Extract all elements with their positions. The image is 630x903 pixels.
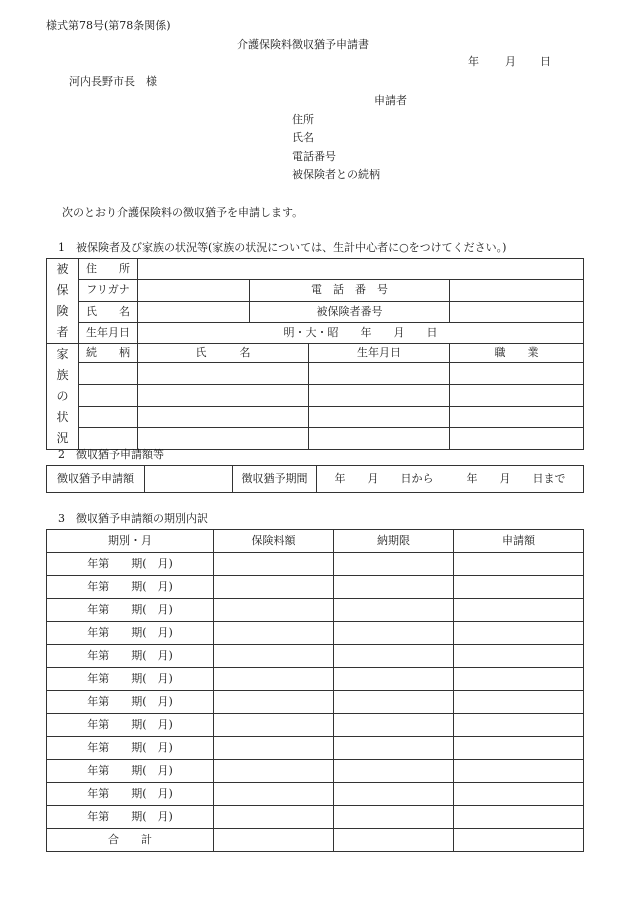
address-label: 住 所 — [79, 259, 138, 280]
requested-cell[interactable] — [454, 691, 584, 714]
due-date-cell[interactable] — [334, 806, 454, 829]
phone-field[interactable] — [450, 280, 584, 301]
premium-cell[interactable] — [214, 645, 334, 668]
family-row — [47, 363, 584, 385]
premium-cell[interactable] — [214, 599, 334, 622]
applicant-phone-label: 電話番号 — [292, 150, 336, 163]
family-birth-cell[interactable] — [309, 406, 450, 428]
applicant-name-label: 氏名 — [292, 131, 314, 144]
period-cell: 年第 期( 月) — [47, 622, 214, 645]
deferral-amount-field[interactable] — [145, 466, 233, 493]
premium-cell[interactable] — [214, 691, 334, 714]
family-relation-cell[interactable] — [79, 406, 138, 428]
breakdown-row — [47, 737, 584, 760]
breakdown-row — [47, 714, 584, 737]
premium-cell[interactable] — [214, 806, 334, 829]
period-cell: 年第 期( 月) — [47, 576, 214, 599]
family-header-occupation: 職 業 — [450, 344, 584, 363]
breakdown-row — [47, 599, 584, 622]
breakdown-row — [47, 668, 584, 691]
family-occupation-cell[interactable] — [450, 363, 584, 385]
breakdown-row — [47, 760, 584, 783]
section1-heading: 1 被保険者及び家族の状況等(家族の状況については、生計中心者に○をつけてください。) — [58, 241, 507, 254]
family-header-birth: 生年月日 — [309, 344, 450, 363]
phone-label: 電 話 番 号 — [250, 280, 450, 301]
period-cell: 年第 期( 月) — [47, 645, 214, 668]
birth-field[interactable]: 明・大・昭 年 月 日 — [138, 322, 584, 343]
breakdown-row — [47, 622, 584, 645]
breakdown-total-row — [47, 829, 584, 852]
premium-cell[interactable] — [214, 553, 334, 576]
name-field[interactable] — [138, 301, 250, 322]
section2-heading: 2 徴収猶予申請額等 — [58, 448, 164, 461]
breakdown-row — [47, 576, 584, 599]
period-cell: 年第 期( 月) — [47, 806, 214, 829]
family-relation-cell[interactable] — [79, 428, 138, 450]
due-date-cell[interactable] — [334, 668, 454, 691]
family-row — [47, 428, 584, 450]
deferral-amount-label: 徴収猶予申請額 — [47, 466, 145, 493]
total-label: 合 計 — [47, 829, 214, 852]
family-name-cell[interactable] — [138, 363, 309, 385]
total-due-date-cell[interactable] — [334, 829, 454, 852]
breakdown-header-premium: 保険料額 — [214, 530, 334, 553]
family-vertical-label: 家 族 の 状 況 — [47, 344, 79, 450]
premium-cell[interactable] — [214, 622, 334, 645]
period-cell: 年第 期( 月) — [47, 668, 214, 691]
requested-cell[interactable] — [454, 553, 584, 576]
premium-cell[interactable] — [214, 760, 334, 783]
period-cell: 年第 期( 月) — [47, 714, 214, 737]
premium-cell[interactable] — [214, 783, 334, 806]
requested-cell[interactable] — [454, 576, 584, 599]
furigana-field[interactable] — [138, 280, 250, 301]
deferral-period-label: 徴収猶予期間 — [233, 466, 317, 493]
family-relation-cell[interactable] — [79, 385, 138, 407]
breakdown-table — [46, 529, 584, 852]
family-occupation-cell[interactable] — [450, 385, 584, 407]
due-date-cell[interactable] — [334, 714, 454, 737]
insured-vertical-label: 被 保 険 者 — [47, 259, 79, 344]
form-number: 様式第78号(第78条関係) — [46, 19, 171, 32]
deferral-amount-table — [46, 465, 584, 493]
period-cell: 年第 期( 月) — [47, 553, 214, 576]
family-occupation-cell[interactable] — [450, 428, 584, 450]
period-cell: 年第 期( 月) — [47, 760, 214, 783]
family-relation-cell[interactable] — [79, 363, 138, 385]
date-day-label: 日 — [540, 55, 551, 68]
date-month-label: 月 — [505, 55, 516, 68]
family-birth-cell[interactable] — [309, 363, 450, 385]
family-name-cell[interactable] — [138, 406, 309, 428]
period-cell: 年第 期( 月) — [47, 691, 214, 714]
due-date-cell[interactable] — [334, 622, 454, 645]
applicant-label: 申請者 — [374, 94, 407, 107]
period-cell: 年第 期( 月) — [47, 737, 214, 760]
due-date-cell[interactable] — [334, 599, 454, 622]
insured-number-label: 被保険者番号 — [250, 301, 450, 322]
family-birth-cell[interactable] — [309, 428, 450, 450]
breakdown-row — [47, 806, 584, 829]
address-field[interactable] — [138, 259, 584, 280]
family-row — [47, 406, 584, 428]
insured-number-field[interactable] — [450, 301, 584, 322]
deferral-period-field[interactable]: 年 月 日から 年 月 日まで — [317, 466, 584, 493]
breakdown-row — [47, 645, 584, 668]
date-year-label: 年 — [468, 55, 479, 68]
breakdown-row — [47, 691, 584, 714]
requested-cell[interactable] — [454, 714, 584, 737]
due-date-cell[interactable] — [334, 553, 454, 576]
due-date-cell[interactable] — [334, 645, 454, 668]
requested-cell[interactable] — [454, 760, 584, 783]
breakdown-header-period: 期別・月 — [47, 530, 214, 553]
breakdown-row — [47, 553, 584, 576]
premium-cell[interactable] — [214, 668, 334, 691]
requested-cell[interactable] — [454, 622, 584, 645]
family-name-cell[interactable] — [138, 428, 309, 450]
family-name-cell[interactable] — [138, 385, 309, 407]
applicant-address-label: 住所 — [292, 113, 314, 126]
family-header-name: 氏 名 — [138, 344, 309, 363]
name-label: 氏 名 — [79, 301, 138, 322]
total-requested-cell[interactable] — [454, 829, 584, 852]
due-date-cell[interactable] — [334, 576, 454, 599]
total-premium-cell[interactable] — [214, 829, 334, 852]
requested-cell[interactable] — [454, 806, 584, 829]
requested-cell[interactable] — [454, 668, 584, 691]
applicant-relation-label: 被保険者との続柄 — [292, 168, 380, 181]
premium-cell[interactable] — [214, 714, 334, 737]
addressee: 河内長野市長 様 — [69, 75, 157, 88]
breakdown-header-due-date: 納期限 — [334, 530, 454, 553]
due-date-cell[interactable] — [334, 783, 454, 806]
period-cell: 年第 期( 月) — [47, 783, 214, 806]
premium-cell[interactable] — [214, 576, 334, 599]
form-title: 介護保険料徴収猶予申請書 — [237, 38, 369, 51]
premium-cell[interactable] — [214, 737, 334, 760]
family-header-relation: 続 柄 — [79, 344, 138, 363]
due-date-cell[interactable] — [334, 737, 454, 760]
due-date-cell[interactable] — [334, 691, 454, 714]
furigana-label: フリガナ — [79, 280, 138, 301]
due-date-cell[interactable] — [334, 760, 454, 783]
requested-cell[interactable] — [454, 599, 584, 622]
family-birth-cell[interactable] — [309, 385, 450, 407]
insured-family-table — [46, 258, 584, 450]
family-row — [47, 385, 584, 407]
requested-cell[interactable] — [454, 783, 584, 806]
family-occupation-cell[interactable] — [450, 406, 584, 428]
section3-heading: 3 徴収猶予申請額の期別内訳 — [58, 512, 208, 525]
requested-cell[interactable] — [454, 645, 584, 668]
period-cell: 年第 期( 月) — [47, 599, 214, 622]
breakdown-row — [47, 783, 584, 806]
requested-cell[interactable] — [454, 737, 584, 760]
birth-label: 生年月日 — [79, 322, 138, 343]
breakdown-header-requested: 申請額 — [454, 530, 584, 553]
intro-text: 次のとおり介護保険料の徴収猶予を申請します。 — [62, 206, 304, 219]
